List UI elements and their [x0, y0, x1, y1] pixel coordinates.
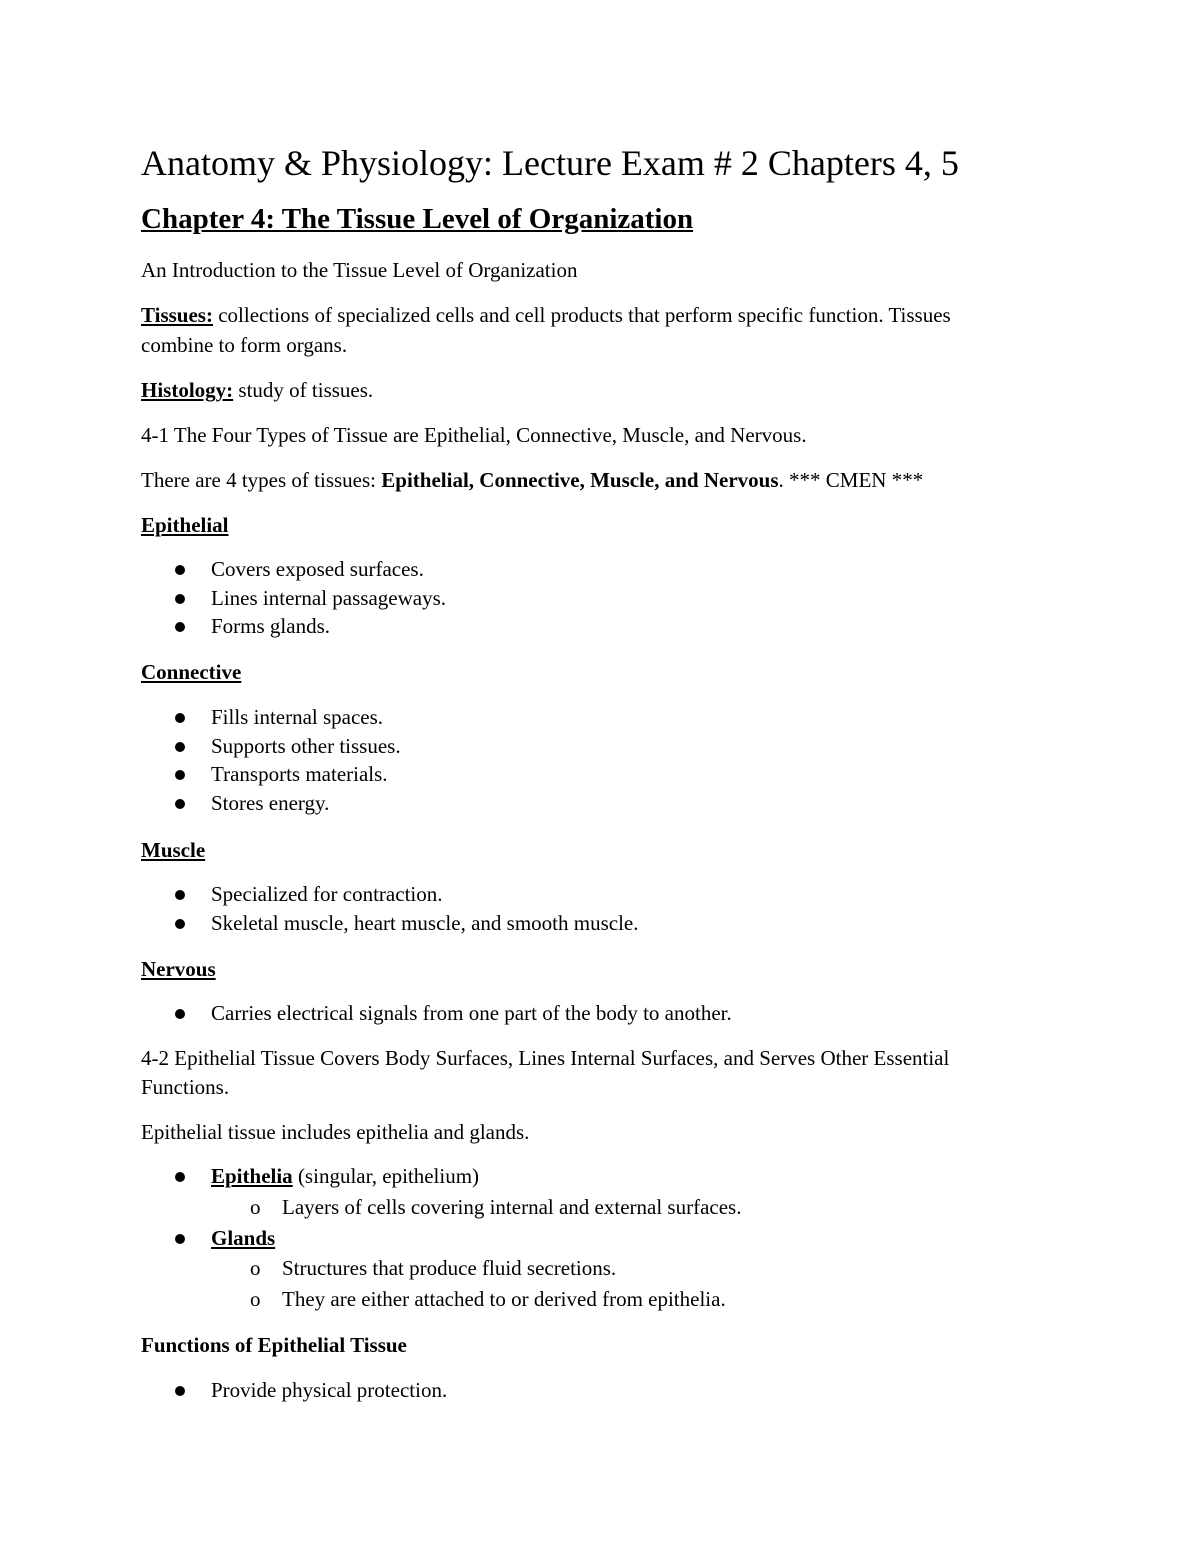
types-lead: There are 4 types of tissues:	[141, 468, 377, 492]
tissues-text-1: collections of specialized cells and cell products that perform specific function. Tissues	[218, 303, 951, 327]
chapter-heading: Chapter 4: The Tissue Level of Organization	[141, 203, 694, 235]
sub-list-item: Layers of cells covering internal and external surfaces.	[282, 1195, 742, 1219]
bullet-icon	[175, 1234, 185, 1244]
section-4-2-line1: 4-2 Epithelial Tissue Covers Body Surfaces, Lines Internal Surfaces, and Serves Other Essential	[141, 1046, 950, 1070]
page-title: Anatomy & Physiology: Lecture Exam # 2 Chapters 4, 5	[141, 143, 959, 183]
list-item: Skeletal muscle, heart muscle, and smooth muscle.	[211, 911, 639, 935]
section-4-1: 4-1 The Four Types of Tissue are Epithelial, Connective, Muscle, and Nervous.	[141, 423, 807, 447]
epithelia-note: (singular, epithelium)	[297, 1164, 480, 1188]
epithelia-term: Epithelia	[211, 1164, 293, 1188]
bullet-icon	[175, 594, 185, 604]
intro-line: An Introduction to the Tissue Level of Organization	[141, 258, 578, 282]
circle-bullet-icon: o	[250, 1256, 261, 1280]
bullet-icon	[175, 565, 185, 575]
list-item: Supports other tissues.	[211, 734, 401, 758]
muscle-heading: Muscle	[141, 838, 206, 862]
list-item: Fills internal spaces.	[211, 705, 384, 729]
sub-list-item: They are either attached to or derived from epithelia.	[282, 1287, 726, 1311]
histology-label: Histology:	[141, 378, 234, 402]
circle-bullet-icon: o	[250, 1195, 261, 1219]
circle-bullet-icon: o	[250, 1287, 261, 1311]
histology-text: study of tissues.	[238, 378, 374, 402]
bullet-icon	[175, 1172, 185, 1182]
list-item: Transports materials.	[211, 762, 388, 786]
bullet-icon	[175, 890, 185, 900]
tissue-types-line	[141, 466, 923, 494]
bullet-icon	[175, 742, 185, 752]
types-bold: Epithelial, Connective, Muscle, and Nervous	[381, 468, 779, 492]
list-item: Provide physical protection.	[211, 1378, 448, 1402]
functions-heading: Functions of Epithelial Tissue	[141, 1333, 407, 1357]
tissues-text-2: combine to form organs.	[141, 333, 348, 357]
epithelial-includes: Epithelial tissue includes epithelia and glands.	[141, 1120, 530, 1144]
list-item	[211, 1162, 479, 1190]
bullet-icon	[175, 713, 185, 723]
bullet-icon	[175, 919, 185, 929]
list-item: Lines internal passageways.	[211, 586, 447, 610]
bullet-icon	[175, 1386, 185, 1396]
list-item: Carries electrical signals from one part of the body to another.	[211, 1001, 732, 1025]
list-item: Stores energy.	[211, 791, 330, 815]
nervous-heading: Nervous	[141, 957, 216, 981]
sub-list-item: Structures that produce fluid secretions.	[282, 1256, 617, 1280]
epithelial-heading: Epithelial	[141, 513, 229, 537]
histology-definition	[141, 376, 373, 404]
tissues-definition	[141, 301, 951, 329]
glands-term: Glands	[211, 1226, 276, 1250]
list-item: Specialized for contraction.	[211, 882, 443, 906]
bullet-icon	[175, 770, 185, 780]
tissues-label: Tissues:	[141, 303, 213, 327]
bullet-icon	[175, 799, 185, 809]
section-4-2-line2: Functions.	[141, 1075, 230, 1099]
bullet-icon	[175, 1009, 185, 1019]
list-item: Covers exposed surfaces.	[211, 557, 424, 581]
bullet-icon	[175, 622, 185, 632]
connective-heading: Connective	[141, 660, 242, 684]
list-item: Forms glands.	[211, 614, 331, 638]
types-tail: . *** CMEN ***	[778, 468, 924, 492]
